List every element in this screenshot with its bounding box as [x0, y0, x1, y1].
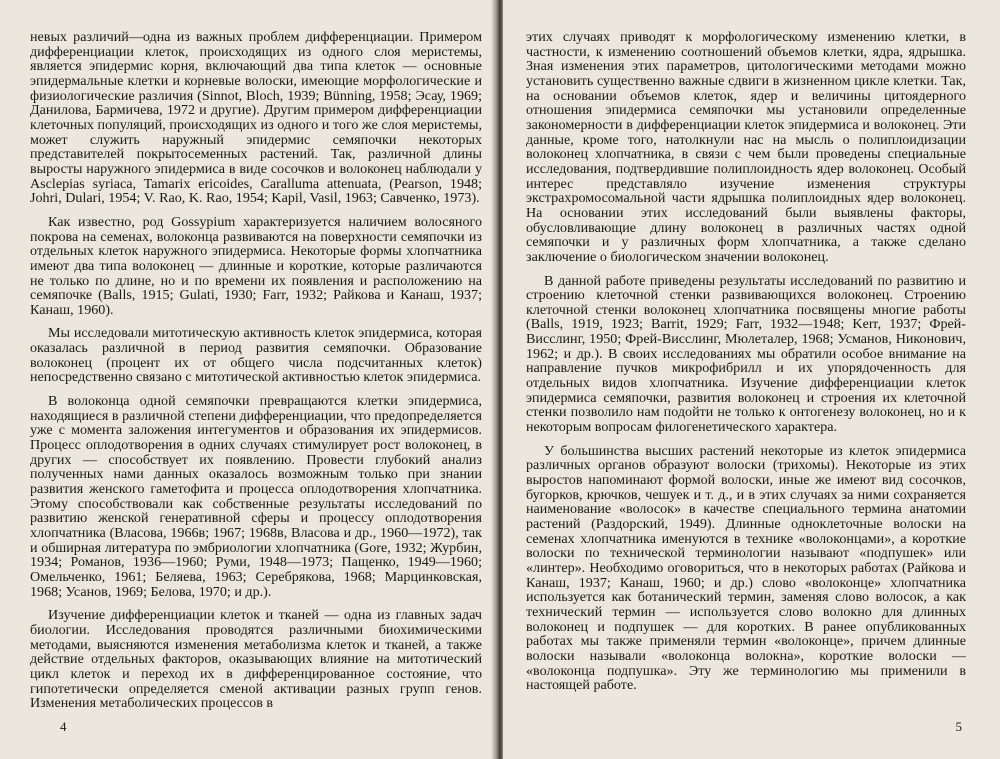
- right-page-number: 5: [955, 719, 962, 734]
- right-paragraph-3: У большинства высших растений некоторые из клеток эпидермиса различных органов образуют волоски (трихомы). Некоторые из этих выростов напоминают формой волоски, иные же имеют вид сосочков, бугорков, крючков, чешуек и т. д., и в этих случаях за ними сохраняется наименование «волосок» в качестве специального термина анатомии растений (Раздорский, 1949). Длинные одноклеточные волоски на семенах хлопчатника именуются в технике «волоконцами», а короткие волоски по технической терминологии называют «подпушек» или «линтер». Необходимо оговориться, что в некоторых работах (Райкова и Канаш, 1937; Канаш, 1960; и др.) слово «волоконце» хлопчатника используется как ботанический термин, заменяя слово волосок, а как технический термин — используется слово волокно для длинных волоконец и подпушек — для коротких. В ранее опубликованных работах мы также применяли термин «волоконце», причем длинные волоски называли «волоконца волокна», короткие волоски — «волоконца подпушка». Эту же терминологию мы применили в настоящей работе.: [526, 442, 966, 694]
- left-paragraph-1: невых различий—одна из важных проблем дифференциации. Примером дифференциации клеток, происходящих из одного слоя меристемы, является эпидермис корня, включающий два типа клеток — основные эпидермальные клетки и корневые волоски, имеющие морфологические и физиологические различия (Sinnot, Bloch, 1939; Bünning, 1958; Эсау, 1969; Данилова, Бармичева, 1972 и другие). Другим примером дифференциации клеточных популяций, происходящих из одного и того же слоя меристемы, может служить наружный эпидермис семяпочки некоторых представителей покрытосеменных растений. Так, различной длины выросты наружного эпидермиса в виде сосочков и волоконец наблюдали у Asclepias syriaca, Tamarix ericoides, Caralluma attenuata, (Pearson, 1948; Johri, Dulari, 1954; V. Rao, K. Rao, 1954; Kapil, Vasil, 1963; Савченко, 1973).: [30, 29, 482, 207]
- left-paragraph-4: В волоконца одной семяпочки превращаются клетки эпидермиса, находящиеся в различной степени дифференциации, что предопределяется уже с момента заложения интегументов и образования их эпидермисов. Процесс оплодотворения в одних случаях стимулирует рост волоконец, в других — способствует их появлению. Провести глубокий анализ полученных нами данных оказалось возможным только при знании развития женского гаметофита и процесса оплодотворения хлопчатника. Этому способствовали как собственные результаты исследований по развитию женской генеративной сферы и процессу оплодотворения хлопчатника (Власова, 1966в; 1967; 1968в, Власова и др., 1960—1972), так и обширная литература по эмбриологии хлопчатника (Gore, 1932; Журбин, 1934; Романов, 1936—1960; Руми, 1948—1973; Пащенко, 1949—1960; Омельченко, 1961; Беляева, 1963; Серебрякова, 1968; Марцинковская, 1968; Усанов, 1969; Белова, 1970; и др.).: [30, 393, 482, 600]
- left-paragraph-5: Изучение дифференциации клеток и тканей — одна из главных задач биологии. Исследования проводятся различными биохимическими методами, выясняются изменения метаболизма клеток и тканей, а также действие отдельных факторов, оказывающих влияние на митотический цикл клеток и переход их в дифференцированное состояние, что гипотетически определяется сменой активации разных групп генов. Изменения метаболических процессов в: [30, 607, 482, 712]
- right-page: [503, 0, 1000, 759]
- right-page-text: [526, 30, 966, 693]
- left-page-number: 4: [60, 719, 67, 734]
- left-page-text: [30, 30, 482, 711]
- right-paragraph-1: этих случаях приводят к морфологическому изменению клетки, в частности, к изменению соотношений объемов клетки, ядра, ядрышка. Зная изменения этих параметров, цитологическими методами можно установить существенно важные сдвиги в жизненном цикле клетки. Так, на основании объемов клеток, ядер и величины цитоядерного отношения эпидермиса семяпочки мы установили определенные закономерности в дифференциации клеток эпидермиса и волоконец. Эти данные, кроме того, натолкнули нас на мысль о полиплоидизации волоконец хлопчатника, в связи с чем были проведены специальные исследования, подтвердившие полиплоидность ядер волоконец. Особый интерес представляло изучение изменения структуры экстрахромосомальной части ядрышка полиплоидных ядер волоконец. На основании этих исследований были выявлены факторы, обусловливающие длину волоконец в различных частях одной семяпочки и у различных форм хлопчатника, а также сделано заключение о биологическом значении волоконец.: [526, 29, 966, 265]
- right-paragraph-2: В данной работе приведены результаты исследований по развитию и строению клеточной стенки развивающихся волоконец. Строению клеточной стенки волоконец хлопчатника посвящены многие работы (Balls, 1919, 1923; Barrit, 1929; Farr, 1932—1948; Kerr, 1937; Фрей-Висслинг, 1950; Фрей-Висслинг, Мюлеталер, 1968; Усманов, Никонович, 1962; и др.). В своих исследованиях мы обратили особое внимание на направление пучков микрофибрилл и их упорядоченность для отдельных видов хлопчатника. Изучение дифференциации клеток эпидермиса семяпочки, развития волоконец и строения их клеточной стенки позволило нам подойти не только к онтогенезу волоконец, но и к некоторым вопросам филогенетического характера.: [526, 272, 966, 436]
- left-page: [0, 0, 497, 759]
- left-paragraph-2: Как известно, род Gossypium характеризуется наличием волосяного покрова на семенах, волоконца развиваются на поверхности семяпочки из отдельных клеток наружного эпидермиса. Некоторые формы хлопчатника имеют два типа волоконец — длинные и короткие, которые различаются не только по длине, но и по времени их появления и расположению на семяпочке (Balls, 1915; Gulati, 1930; Farr, 1932; Райкова и Канаш, 1937; Канаш, 1960).: [30, 213, 482, 318]
- left-paragraph-3: Мы исследовали митотическую активность клеток эпидермиса, которая оказалась различной в период развития семяпочки. Образование волоконец (процент их от общего числа подсчитанных клеток) непосредственно связано с митотической активностью клеток эпидермиса.: [30, 325, 482, 386]
